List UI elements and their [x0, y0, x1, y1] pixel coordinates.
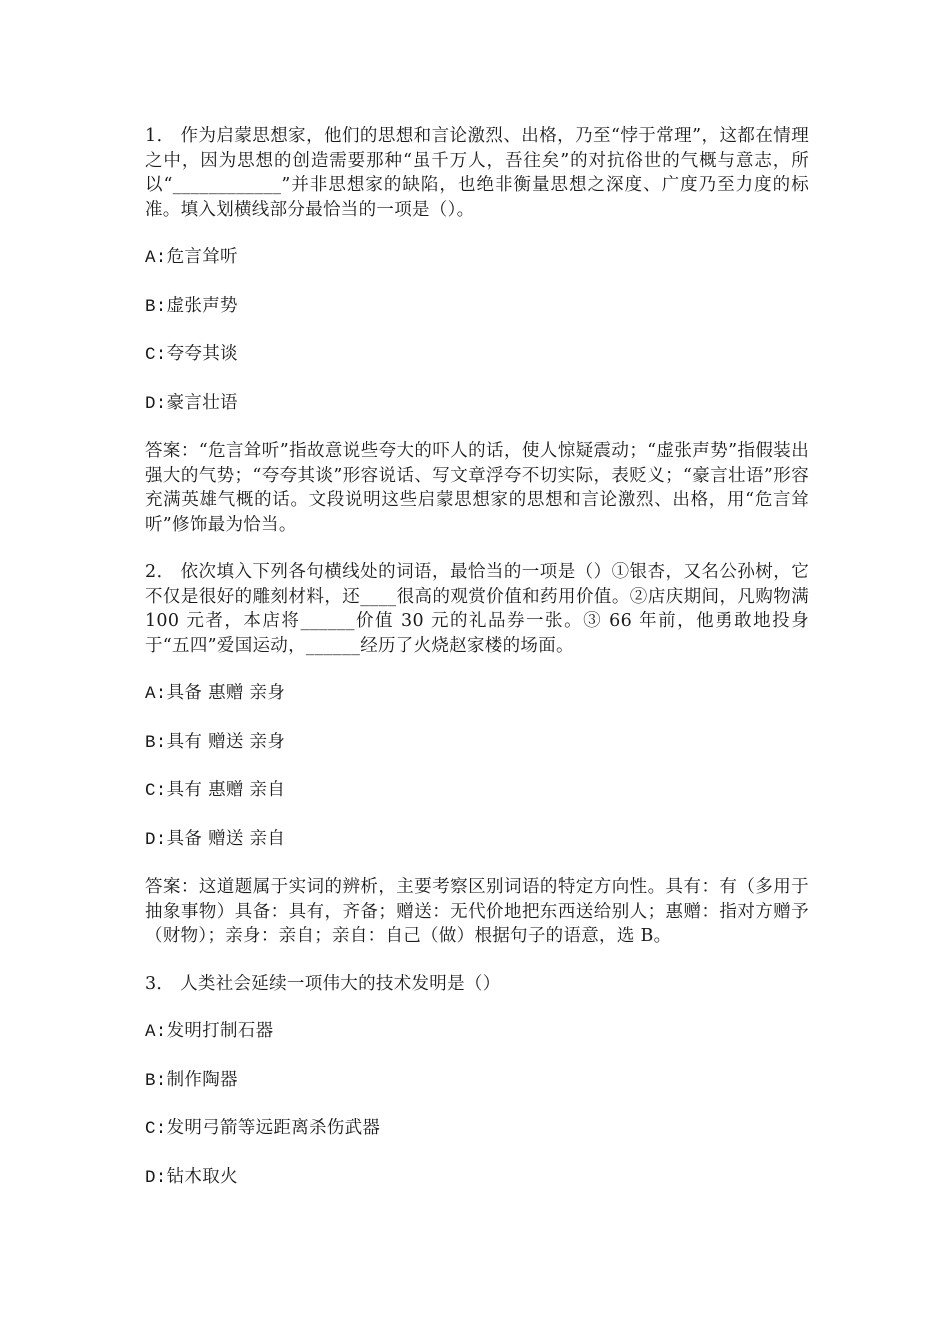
option-b	[145, 1068, 809, 1094]
option-text: 具备 惠赠 亲身	[166, 683, 286, 703]
option-letter: B:	[145, 732, 167, 753]
option-letter: D:	[145, 829, 167, 850]
question-stem: 1． 作为启蒙思想家，他们的思想和言论激烈、出格，乃至“悖于常理”，这都在情理之中，因为思想的创造需要那种“虽千万人，吾往矣”的对抗俗世的气概与意志，所以“____________”并非思想家的缺陷，也绝非衡量思想之深度、广度乃至力度的标准。填入划横线部分最恰当的一项是（）。	[145, 126, 809, 220]
option-letter: D:	[145, 1167, 167, 1188]
question-stem: 2． 依次填入下列各句横线处的词语，最恰当的一项是（）①银杏，又名公孙树，它不仅是很好的雕刻材料，还____很高的观赏价值和药用价值。②店庆期间，凡购物满 100 元者，本店将______价值 30 元的礼品券一张。③ 66 年前，他勇敢地投身于“五四”爱国运动，______经历了火烧赵家楼的场面。	[145, 562, 809, 656]
question-3	[145, 972, 809, 1191]
option-letter: C:	[145, 1119, 167, 1139]
option-text: 具备 赠送 亲自	[166, 828, 286, 849]
question-1	[145, 124, 809, 537]
option-d	[145, 1165, 809, 1191]
option-letter: A:	[145, 248, 167, 268]
option-text: 发明弓箭等远距离杀伤武器	[166, 1118, 381, 1138]
option-letter: D:	[145, 393, 167, 414]
option-c	[145, 342, 809, 368]
option-b	[145, 294, 809, 320]
option-c	[145, 1116, 809, 1142]
option-b	[145, 730, 809, 756]
option-d	[145, 391, 809, 417]
option-text: 危言耸听	[166, 247, 238, 267]
option-c	[145, 778, 809, 804]
option-text: 钻木取火	[166, 1166, 238, 1187]
document-page	[145, 124, 809, 1213]
answer-explanation: 答案：这道题属于实词的辨析，主要考察区别词语的特定方向性。具有：有（多用于抽象事物）具备：具有，齐备；赠送：无代价地把东西送给别人；惠赠：指对方赠予（财物）；亲身：亲自；亲自：自己（做）根据句子的语意，选 B。	[145, 877, 809, 946]
option-letter: B:	[145, 296, 167, 317]
option-letter: A:	[145, 1022, 167, 1042]
option-text: 制作陶器	[166, 1069, 238, 1090]
option-text: 具有 惠赠 亲自	[166, 780, 286, 800]
question-stem: 3． 人类社会延续一项伟大的技术发明是（）	[145, 973, 501, 994]
option-letter: C:	[145, 781, 167, 801]
option-letter: A:	[145, 684, 167, 704]
option-text: 夸夸其谈	[166, 344, 238, 364]
question-2	[145, 560, 809, 949]
option-text: 具有 赠送 亲身	[166, 731, 286, 752]
option-text: 豪言壮语	[166, 392, 238, 413]
option-text: 虚张声势	[166, 295, 238, 316]
option-letter: C:	[145, 345, 167, 365]
option-d	[145, 827, 809, 853]
option-letter: B:	[145, 1070, 167, 1091]
option-a	[145, 681, 809, 707]
answer-explanation: 答案：“危言耸听”指故意说些夸大的吓人的话，使人惊疑震动；“虚张声势”指假装出强大的气势；“夸夸其谈”形容说话、写文章浮夸不切实际，表贬义；“豪言壮语”形容充满英雄气概的话。文段说明这些启蒙思想家的思想和言论激烈、出格，用“危言耸听”修饰最为恰当。	[145, 441, 809, 535]
option-text: 发明打制石器	[166, 1021, 274, 1041]
option-a	[145, 245, 809, 271]
option-a	[145, 1019, 809, 1045]
